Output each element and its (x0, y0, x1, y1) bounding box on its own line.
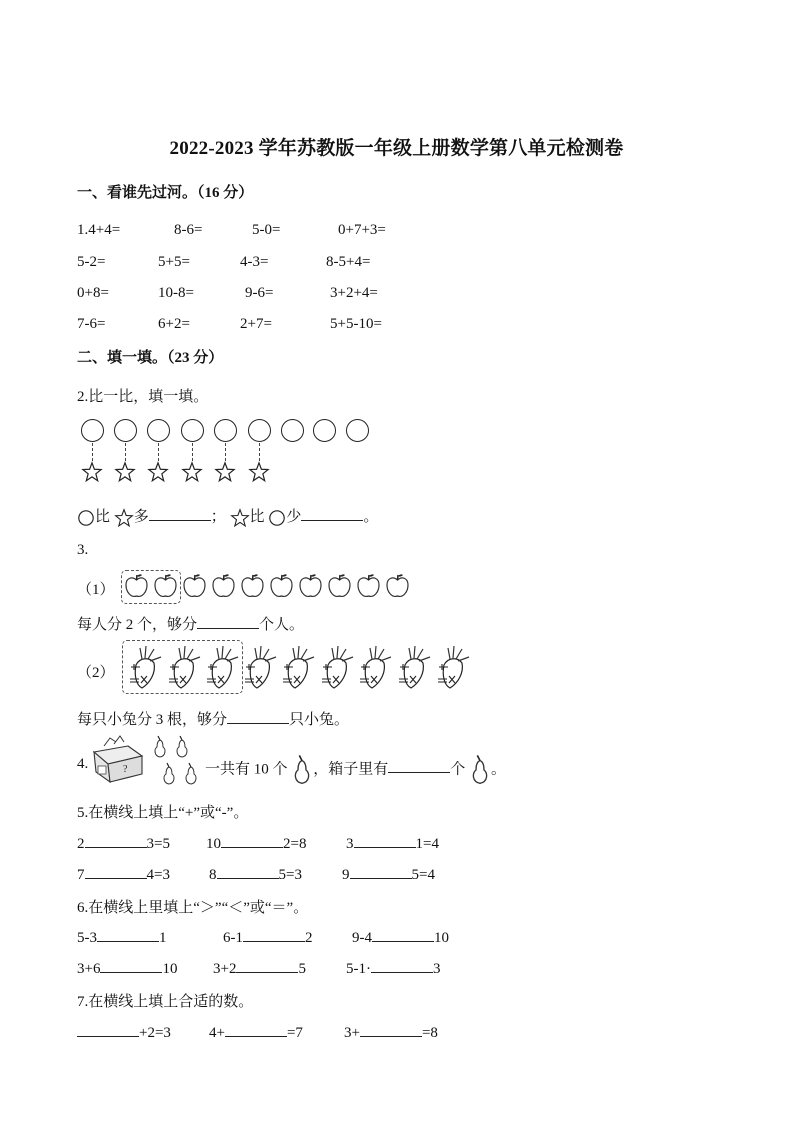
pear-icon (291, 754, 313, 786)
q6-left: 6-1 (223, 930, 243, 946)
q6-left: 9-4 (352, 930, 372, 946)
section2-heading: 二、填一填。（23 分） (77, 350, 224, 366)
q7-left: 4+ (209, 1025, 225, 1041)
carrot-icon (358, 643, 394, 691)
eq-2-3: 4-3= (240, 254, 269, 270)
apple-icon (181, 572, 208, 600)
answer-blank[interactable] (354, 833, 416, 848)
q5-right: 5=4 (411, 867, 435, 883)
q6-left: 3+2 (213, 961, 237, 977)
eq-1-1: 1.4+4= (77, 222, 121, 238)
q2-text-bi-2: 比 (249, 509, 265, 525)
eq-4-2: 6+2= (158, 316, 190, 332)
circle-icon (268, 509, 286, 527)
q7-prompt: 7.在横线上填上合适的数。 (77, 994, 254, 1010)
star-icon (114, 461, 136, 483)
dashed-line (125, 443, 126, 461)
q5-item (209, 864, 302, 884)
circle-icon (346, 419, 369, 442)
circle-icon (114, 419, 137, 442)
q3-part1-text-a: 每人分 2 个，够分 (77, 617, 198, 633)
dashed-line (259, 443, 260, 461)
apple-icon (297, 572, 324, 600)
q6-item (346, 958, 441, 978)
q6-item (352, 927, 449, 947)
answer-blank[interactable] (243, 927, 305, 942)
q3-part1-sentence (77, 613, 304, 634)
answer-blank[interactable] (371, 958, 433, 973)
page-title: 2022-2023 学年苏教版一年级上册数学第八单元检测卷 (169, 138, 624, 159)
q5-item (346, 833, 439, 853)
circle-icon (181, 419, 204, 442)
answer-blank[interactable] (221, 833, 283, 848)
eq-4-1: 7-6= (77, 316, 106, 332)
q5-right: 2=8 (283, 836, 307, 852)
q5-right: 4=3 (146, 867, 170, 883)
box-icon (90, 734, 148, 784)
carrot-icon (397, 643, 433, 691)
q3-part2-text-a: 每只小兔分 3 根，够分 (77, 712, 228, 728)
answer-blank[interactable] (360, 1022, 422, 1037)
q2-prompt: 2.比一比，填一填。 (77, 389, 209, 405)
pear-icon (152, 735, 168, 759)
q5-left: 8 (209, 867, 217, 883)
eq-3-3: 9-6= (245, 285, 274, 301)
answer-blank-apples[interactable] (197, 614, 259, 629)
q5-item (342, 864, 435, 884)
eq-4-4: 5+5-10= (330, 316, 382, 332)
dashed-line (192, 443, 193, 461)
star-icon (248, 461, 270, 483)
q6-item (77, 958, 177, 978)
apple-icon (384, 572, 411, 600)
apple-icon (326, 572, 353, 600)
circle-icon (81, 419, 104, 442)
answer-blank[interactable] (217, 864, 279, 879)
answer-blank-pears[interactable] (388, 758, 450, 773)
eq-3-1: 0+8= (77, 285, 109, 301)
carrot-icon (320, 643, 356, 691)
q3-label: 3. (77, 542, 89, 558)
pear-icon (161, 762, 177, 786)
q6-right: 10 (434, 930, 449, 946)
answer-blank[interactable] (77, 1022, 139, 1037)
carrot-icon (128, 643, 164, 691)
dashed-line (158, 443, 159, 461)
q4-text-a: 一共有 10 个 (205, 761, 288, 778)
star-icon (114, 508, 134, 528)
circle-icon (147, 419, 170, 442)
q3-part2-text-b: 只小兔。 (289, 712, 350, 728)
q5-left: 2 (77, 836, 85, 852)
answer-blank[interactable] (236, 958, 298, 973)
q6-item (77, 927, 167, 947)
q5-left: 3 (346, 836, 354, 852)
q6-left: 5-1· (346, 961, 371, 977)
answer-blank-more[interactable] (149, 506, 211, 521)
q4-text-c: 个 (450, 761, 466, 778)
q7-left: 3+ (344, 1025, 360, 1041)
q3-part1-text-b: 个人。 (259, 617, 305, 633)
eq-1-3: 5-0= (252, 222, 281, 238)
carrot-icon (167, 643, 203, 691)
eq-3-2: 10-8= (158, 285, 194, 301)
q6-left: 5-3 (77, 930, 97, 946)
answer-blank[interactable] (97, 927, 159, 942)
q5-item (206, 833, 306, 853)
answer-blank[interactable] (85, 864, 147, 879)
q6-prompt: 6.在横线上里填上“＞”“＜”或“＝”。 (77, 900, 309, 916)
q2-text-period: 。 (363, 509, 379, 525)
q3-part1-label: （1） (77, 582, 115, 598)
q5-right: 5=3 (278, 867, 302, 883)
dashed-line (92, 443, 93, 461)
circle-icon (214, 419, 237, 442)
q4-text-d: 。 (491, 761, 507, 778)
star-icon (147, 461, 169, 483)
q7-right: =8 (421, 1025, 438, 1041)
answer-blank-rabbits[interactable] (227, 709, 289, 724)
q5-right: 3=5 (146, 836, 170, 852)
q5-left: 9 (342, 867, 350, 883)
apple-icon (210, 572, 237, 600)
q6-right: 3 (433, 961, 441, 977)
q5-prompt: 5.在横线上填上“+”或“-”。 (77, 805, 249, 821)
apple-icon (123, 572, 150, 600)
eq-4-3: 2+7= (240, 316, 272, 332)
pear-icon (174, 735, 190, 759)
carrot-icon (205, 643, 241, 691)
q7-right: +2=3 (139, 1025, 171, 1041)
q5-right: 1=4 (415, 836, 439, 852)
star-icon (181, 461, 203, 483)
dashed-line (225, 443, 226, 461)
carrot-icon (281, 643, 317, 691)
carrot-icon (436, 643, 472, 691)
q6-right: 10 (162, 961, 178, 977)
q7-item (77, 1022, 171, 1042)
carrot-icon (243, 643, 279, 691)
q3-part2-label: （2） (77, 665, 115, 681)
q2-text-bi-1: 比 (95, 509, 111, 525)
eq-3-4: 3+2+4= (330, 285, 378, 301)
box-question-mark: ? (123, 764, 128, 775)
q4-text-b: ，箱子里有 (313, 761, 389, 778)
star-icon (81, 461, 103, 483)
circle-icon (248, 419, 271, 442)
q6-item (213, 958, 306, 978)
q4-label: 4. (77, 756, 89, 772)
answer-blank[interactable] (350, 864, 412, 879)
q7-item (209, 1022, 303, 1042)
q5-item (77, 864, 170, 884)
apple-icon (152, 572, 179, 600)
q4-sentence (205, 754, 506, 786)
q6-item (223, 927, 313, 947)
q6-right: 2 (305, 930, 313, 946)
circle-icon (281, 419, 304, 442)
pear-icon (469, 754, 491, 786)
q2-text-shao: 少 (286, 509, 302, 525)
answer-blank[interactable] (225, 1022, 287, 1037)
apple-icon (355, 572, 382, 600)
answer-blank[interactable] (85, 833, 147, 848)
q6-right: 1 (159, 930, 167, 946)
q6-left: 3+6 (77, 961, 101, 977)
answer-blank[interactable] (100, 958, 162, 973)
answer-blank-less[interactable] (301, 506, 363, 521)
eq-1-4: 0+7+3= (338, 222, 386, 238)
q5-left: 10 (206, 836, 221, 852)
pear-icon (183, 762, 199, 786)
star-icon (230, 508, 250, 528)
eq-2-1: 5-2= (77, 254, 106, 270)
eq-2-2: 5+5= (158, 254, 190, 270)
circle-icon (313, 419, 336, 442)
q2-text-semicolon: ； (210, 509, 226, 525)
eq-1-2: 8-6= (174, 222, 203, 238)
apple-icon (239, 572, 266, 600)
q7-item (344, 1022, 438, 1042)
q3-part2-sentence (77, 708, 349, 729)
eq-2-4: 8-5+4= (326, 254, 371, 270)
q5-left: 7 (77, 867, 85, 883)
q7-right: =7 (286, 1025, 303, 1041)
apple-icon (268, 572, 295, 600)
circle-icon (77, 509, 95, 527)
q2-sentence (77, 505, 378, 528)
q2-text-duo: 多 (133, 509, 149, 525)
star-icon (214, 461, 236, 483)
q6-right: 5 (298, 961, 306, 977)
section1-heading: 一、看谁先过河。（16 分） (77, 185, 254, 201)
answer-blank[interactable] (372, 927, 434, 942)
q5-item (77, 833, 170, 853)
